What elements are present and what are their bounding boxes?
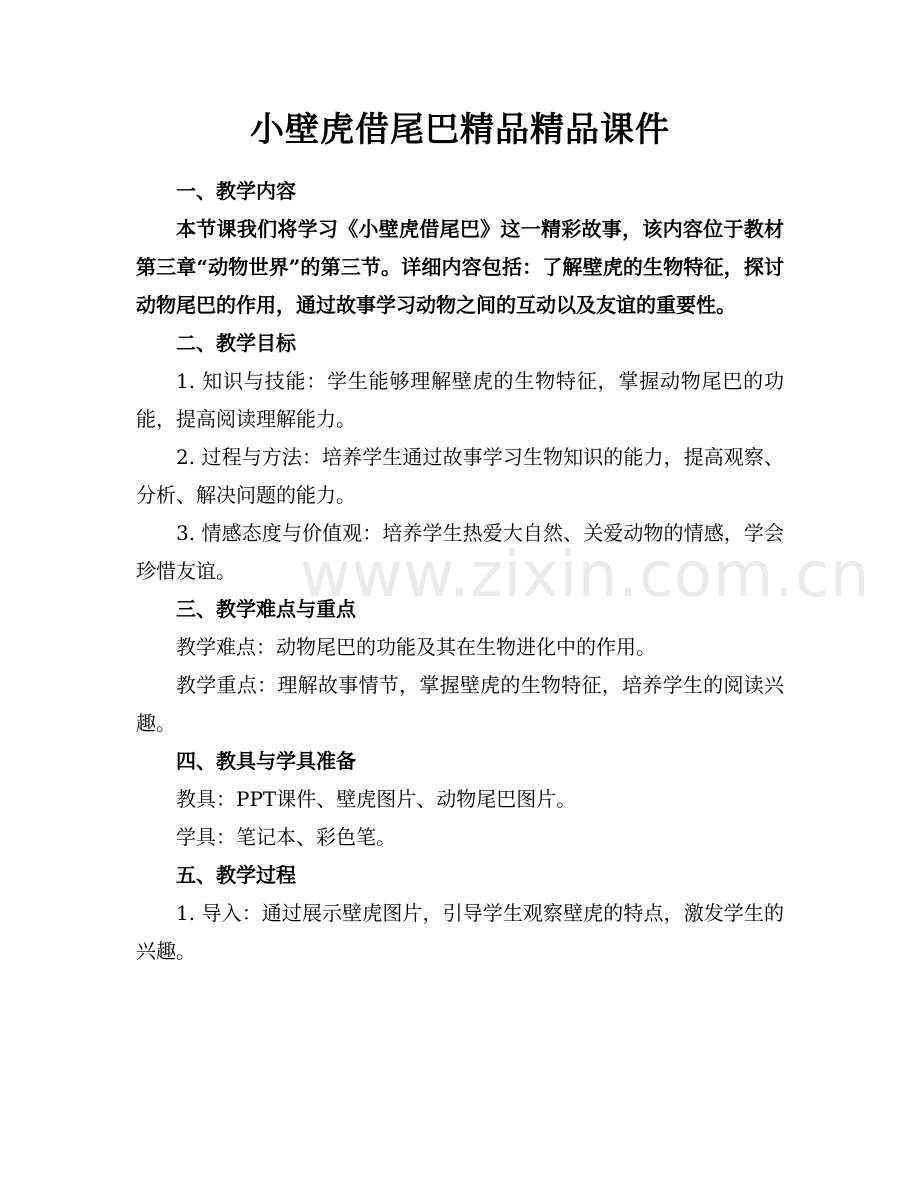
paragraph-learning-tools: 学具：笔记本、彩色笔。 — [176, 825, 396, 849]
section-heading-content: 一、教学内容 — [176, 179, 296, 203]
document-body — [136, 172, 784, 970]
paragraph-teaching-tools: 教具：PPT课件、壁虎图片、动物尾巴图片。 — [176, 787, 577, 811]
section-heading-materials: 四、教具与学具准备 — [176, 749, 356, 773]
paragraph-difficulty: 教学难点：动物尾巴的功能及其在生物进化中的作用。 — [176, 635, 656, 659]
paragraph-process-1: 1. 导入：通过展示壁虎图片，引导学生观察壁虎的特点，激发学生的兴趣。 — [136, 901, 784, 963]
paragraph-content-intro: 本节课我们将学习《小壁虎借尾巴》这一精彩故事，该内容位于教材第三章“动物世界”的第三节。详细内容包括：了解壁虎的生物特征，探讨动物尾巴的作用，通过故事学习动物之间的互动以及友谊的重要性。 — [136, 217, 784, 317]
paragraph-objective-2: 2. 过程与方法：培养学生通过故事学习生物知识的能力，提高观察、分析、解决问题的能力。 — [136, 445, 784, 507]
section-heading-objectives: 二、教学目标 — [176, 331, 296, 355]
section-heading-process: 五、教学过程 — [176, 863, 296, 887]
section-heading-difficulties: 三、教学难点与重点 — [176, 597, 356, 621]
watermark: www.zixin.com.cn — [300, 538, 871, 611]
paragraph-objective-3: 3. 情感态度与价值观：培养学生热爱大自然、关爱动物的情感，学会珍惜友谊。 — [136, 521, 784, 583]
document-title: 小壁虎借尾巴精品精品课件 — [250, 110, 670, 150]
paragraph-objective-1: 1. 知识与技能：学生能够理解壁虎的生物特征，掌握动物尾巴的功能，提高阅读理解能力。 — [136, 369, 784, 431]
paragraph-key-point: 教学重点：理解故事情节，掌握壁虎的生物特征，培养学生的阅读兴趣。 — [136, 673, 784, 735]
